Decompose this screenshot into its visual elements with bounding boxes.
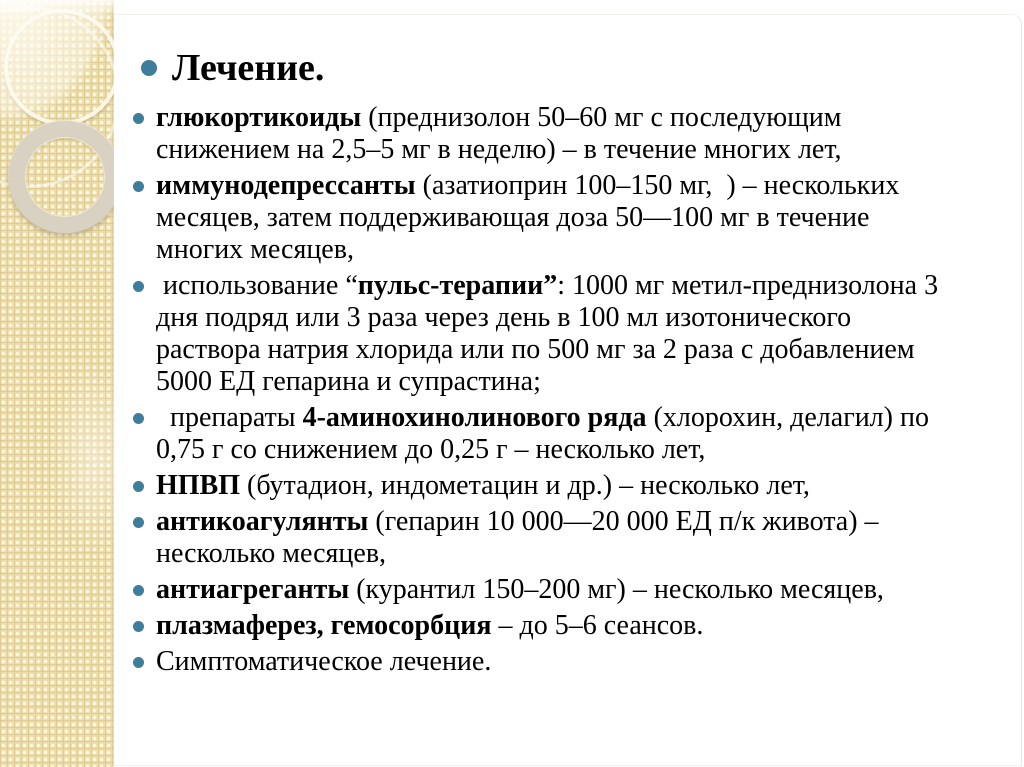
bullet-icon [133,481,144,492]
list-item [133,270,951,398]
list-item [133,646,951,678]
slide-content [133,44,951,682]
title-bullet-icon [141,60,157,76]
bullet-list [133,102,951,678]
page-title: Лечение. [172,47,325,89]
list-item-text: плазмаферез, гемосорбция – до 5–6 сеансов. [156,610,704,641]
list-item [133,470,951,502]
side-glow [34,327,114,587]
bullet-icon [133,281,144,292]
list-item [133,102,951,166]
bullet-icon [133,585,144,596]
list-item [133,170,951,266]
slide-title-row [133,44,951,92]
list-item-text: препараты 4-аминохинолинового ряда (хлорохин, делагил) по 0,75 г со снижением до 0,25 г – несколько лет, [156,402,936,465]
list-item-text: НПВП (бутадион, индометацин и др.) – несколько лет, [156,470,810,501]
bullet-icon [133,657,144,668]
list-item-text: антикоагулянты (гепарин 10 000—20 000 ЕД п/к живота) – несколько месяцев, [156,506,886,569]
bullet-icon [133,113,144,124]
list-item [133,506,951,570]
bullet-icon [133,181,144,192]
list-item [133,402,951,466]
list-item [133,574,951,606]
list-item-text: иммунодепрессанты (азатиоприн 100–150 мг, ) – нескольких месяцев, затем поддерживающая доза 50—100 мг в течение многих месяцев, [156,170,907,265]
list-item-text: глюкортикоиды (преднизолон 50–60 мг с последующим снижением на 2,5–5 мг в неделю) – в течение многих лет, [156,102,849,165]
list-item-text: антиагреганты (курантил 150–200 мг) – несколько месяцев, [156,574,884,605]
sidebar-decoration [0,0,114,767]
bullet-icon [133,621,144,632]
highlight-sweep [0,0,114,220]
bullet-icon [133,517,144,528]
bullet-icon [133,413,144,424]
list-item-text: использование “пульс-терапии”: 1000 мг метил-преднизолона 3 дня подряд или 3 раза через день в 100 мл изотонического раствора натрия хлорида или по 500 мг за 2 раза с добавлением 5000 ЕД гепарина и супрастина; [156,270,946,397]
list-item [133,610,951,642]
list-item-text: Симптоматическое лечение. [156,646,492,677]
